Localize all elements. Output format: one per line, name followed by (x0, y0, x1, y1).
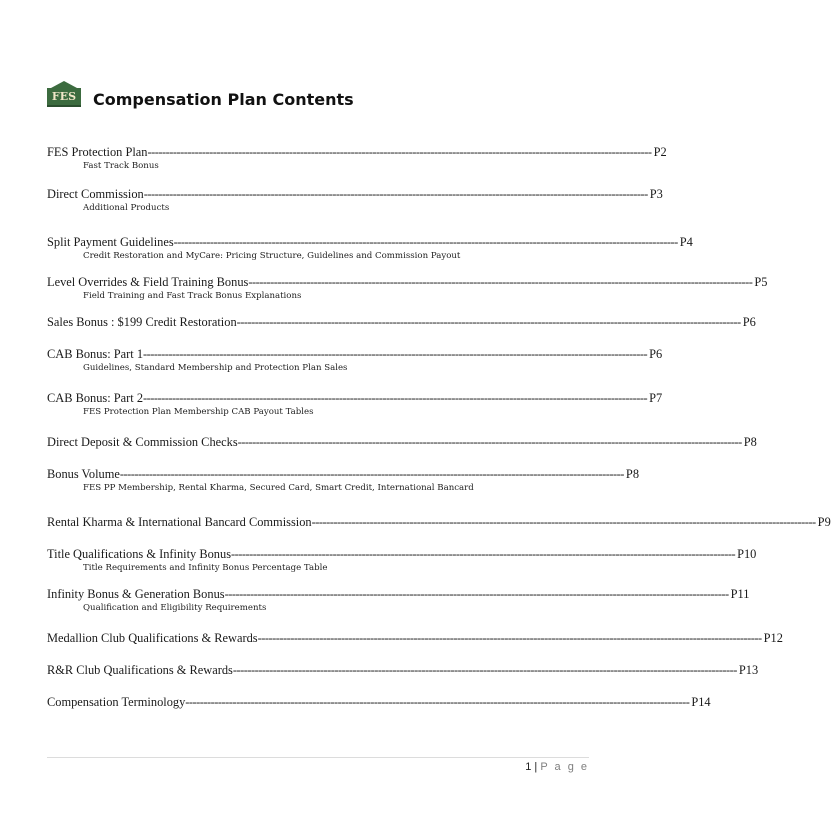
toc-leader-dashes: ------------------------------------------------------------------------------------------------------------------------------------------- (224, 587, 729, 601)
toc-entry-description: Guidelines, Standard Membership and Protection Plan Sales (83, 363, 348, 373)
page-footer (525, 761, 589, 773)
toc-entry-label: Bonus Volume (47, 467, 120, 481)
logo-text: FES (47, 88, 81, 105)
toc-entry-description: Credit Restoration and MyCare: Pricing Structure, Guidelines and Commission Payout (83, 251, 461, 261)
footer-divider (47, 757, 589, 758)
toc-entry-label: Level Overrides & Field Training Bonus (47, 275, 249, 289)
toc-page-number: P6 (742, 315, 756, 329)
toc-line (47, 586, 750, 602)
toc-leader-dashes: ------------------------------------------------------------------------------------------------------------------------------------------- (237, 435, 742, 449)
toc-entry-label: Direct Commission (47, 187, 144, 201)
toc-entry-label: Rental Kharma & International Bancard Commission (47, 515, 312, 529)
toc-entry-label: Title Qualifications & Infinity Bonus (47, 547, 232, 561)
toc-entry (47, 662, 759, 678)
toc-line (47, 314, 756, 330)
toc-leader-dashes: ------------------------------------------------------------------------------------------------------------------------------------------- (257, 631, 762, 645)
toc-leader-dashes: ------------------------------------------------------------------------------------------------------------------------------------------- (236, 315, 741, 329)
toc-leader-dashes: ------------------------------------------------------------------------------------------------------------------------------------------- (185, 695, 690, 709)
toc-entry-label: Direct Deposit & Commission Checks (47, 435, 238, 449)
toc-leader-dashes: ------------------------------------------------------------------------------------------------------------------------------------------- (311, 515, 816, 529)
toc-page-number: P7 (649, 391, 663, 405)
toc-page-number: P3 (649, 187, 663, 201)
toc-line (47, 546, 757, 562)
toc-entry-label: CAB Bonus: Part 2 (47, 391, 144, 405)
toc-entry-label: FES Protection Plan (47, 145, 148, 159)
toc-line (47, 694, 711, 710)
toc-line (47, 390, 663, 406)
toc-entry-description: Additional Products (83, 203, 170, 213)
toc-entry-label: CAB Bonus: Part 1 (47, 347, 144, 361)
toc-leader-dashes: ------------------------------------------------------------------------------------------------------------------------------------------- (119, 467, 624, 481)
toc-line (47, 346, 663, 362)
toc-entry (47, 274, 768, 302)
toc-entry-label: R&R Club Qualifications & Rewards (47, 663, 233, 677)
toc-entry (47, 234, 693, 262)
toc-page-number: P2 (653, 145, 667, 159)
page-word: P a g e (540, 761, 589, 773)
toc-line (47, 514, 831, 530)
toc-line (47, 466, 640, 482)
toc-leader-dashes: ------------------------------------------------------------------------------------------------------------------------------------------- (248, 275, 753, 289)
toc-entry-description: Title Requirements and Infinity Bonus Percentage Table (83, 563, 328, 573)
page-title: Compensation Plan Contents (93, 90, 354, 109)
toc-line (47, 234, 693, 250)
toc-leader-dashes: ------------------------------------------------------------------------------------------------------------------------------------------- (231, 547, 736, 561)
toc-entry (47, 694, 711, 710)
toc-line (47, 274, 768, 290)
toc-entry (47, 466, 640, 494)
toc-entry-label: Infinity Bonus & Generation Bonus (47, 587, 225, 601)
toc-page-number: P13 (738, 663, 759, 677)
toc-page-number: P10 (737, 547, 757, 561)
toc-entry-label: Sales Bonus : $199 Credit Restoration (47, 315, 237, 329)
toc-line (47, 144, 667, 160)
logo-base (47, 105, 81, 107)
toc-entry-description: FES Protection Plan Membership CAB Payout Tables (83, 407, 314, 417)
toc-entry-label: Split Payment Guidelines (47, 235, 174, 249)
fes-logo-icon (47, 81, 81, 107)
toc-entry (47, 586, 750, 614)
toc-page-number: P14 (691, 695, 711, 709)
toc-page-number: P8 (625, 467, 640, 481)
toc-entry (47, 514, 831, 530)
toc-entry (47, 346, 663, 374)
toc-entry-label: Medallion Club Qualifications & Rewards (47, 631, 258, 645)
toc-entry-description: FES PP Membership, Rental Kharma, Secured Card, Smart Credit, International Bancard (83, 483, 474, 493)
toc-leader-dashes: ------------------------------------------------------------------------------------------------------------------------------------------- (143, 187, 648, 201)
toc-line (47, 186, 663, 202)
toc-entry (47, 546, 757, 574)
toc-entry (47, 390, 663, 418)
toc-leader-dashes: ------------------------------------------------------------------------------------------------------------------------------------------- (173, 235, 678, 249)
toc-leader-dashes: ------------------------------------------------------------------------------------------------------------------------------------------- (143, 391, 648, 405)
toc-entry (47, 144, 667, 172)
header (47, 78, 354, 109)
toc-entry (47, 314, 756, 330)
toc-entry-description: Field Training and Fast Track Bonus Explanations (83, 291, 302, 301)
toc-leader-dashes: ------------------------------------------------------------------------------------------------------------------------------------------- (147, 145, 652, 159)
toc-page-number: P8 (743, 435, 757, 449)
toc-leader-dashes: ------------------------------------------------------------------------------------------------------------------------------------------- (232, 663, 737, 677)
toc-line (47, 662, 759, 678)
toc-entry (47, 434, 757, 450)
toc-entry-description: Qualification and Eligibility Requirements (83, 603, 267, 613)
toc-entry (47, 630, 783, 646)
toc-page-number: P11 (730, 587, 750, 601)
toc-page-number: P5 (754, 275, 768, 289)
toc-entry-description: Fast Track Bonus (83, 161, 159, 171)
toc-page-number: P6 (649, 347, 663, 361)
toc-leader-dashes: ------------------------------------------------------------------------------------------------------------------------------------------- (143, 347, 648, 361)
toc-page-number: P12 (763, 631, 783, 645)
footer-separator: | (534, 761, 538, 773)
toc-page-number: P4 (679, 235, 693, 249)
toc-entry (47, 186, 663, 214)
toc-line (47, 434, 757, 450)
logo-roof (51, 81, 77, 88)
toc-entry-label: Compensation Terminology (47, 695, 186, 709)
page-number: 1 (525, 761, 532, 773)
toc-page-number: P9 (817, 515, 831, 529)
toc-line (47, 630, 783, 646)
